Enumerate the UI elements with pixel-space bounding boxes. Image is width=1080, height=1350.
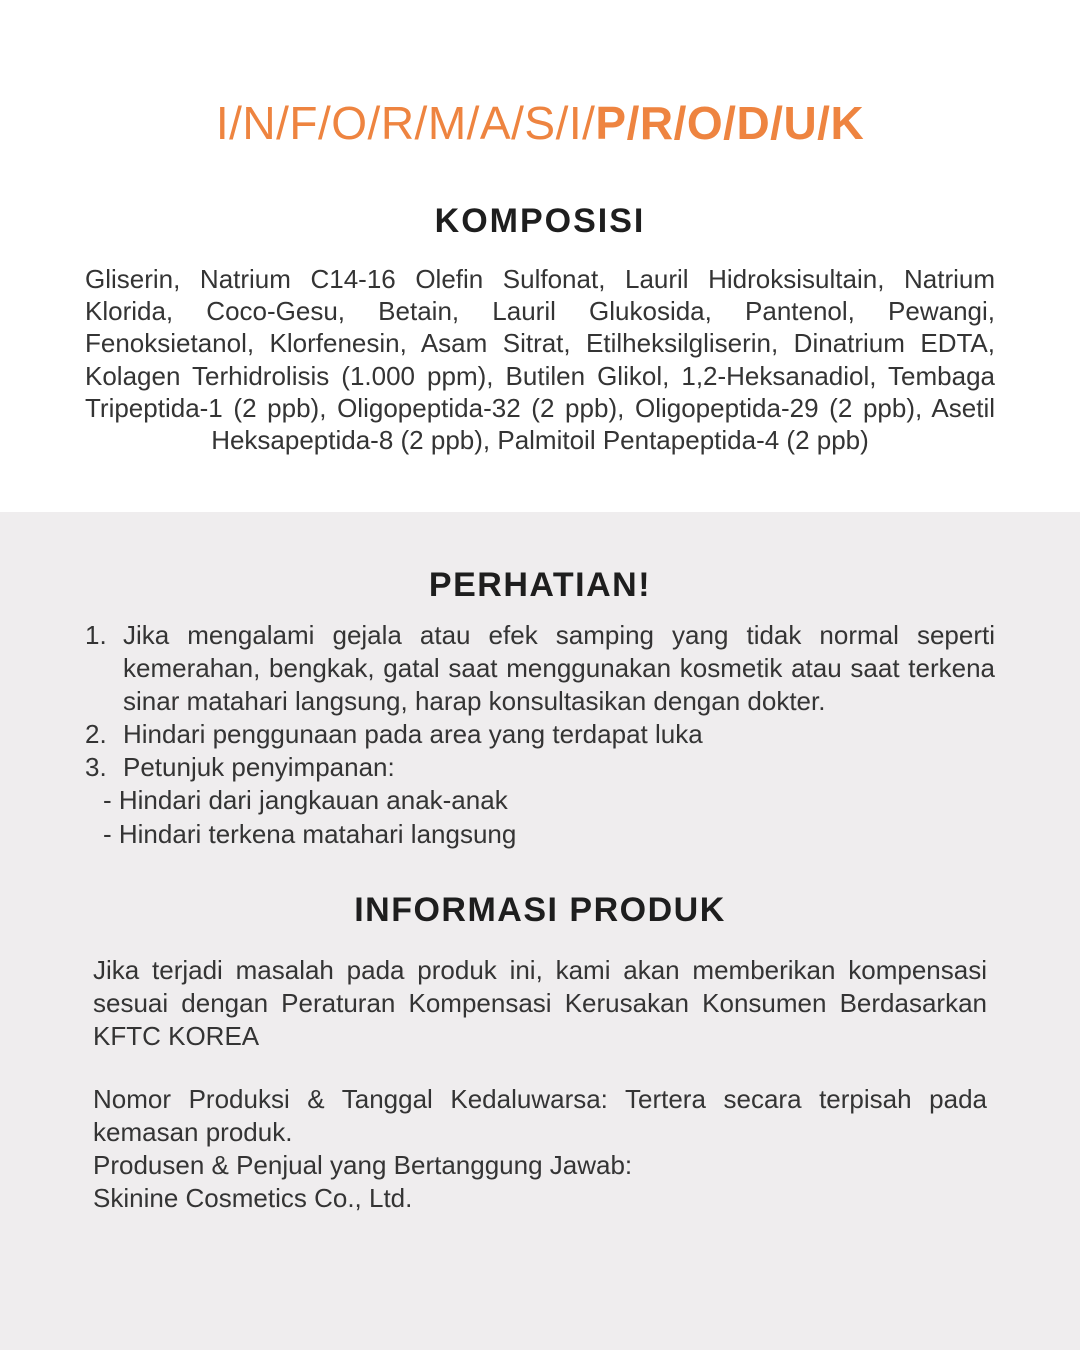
komposisi-heading: KOMPOSISI bbox=[434, 202, 646, 240]
page-title-light: I/N/F/O/R/M/A/S/I/ bbox=[215, 97, 596, 149]
compensation-paragraph: Jika terjadi masalah pada produk ini, kami akan memberikan kompensasi sesuai dengan Peraturan Kompensasi Kerusakan Konsumen Berdasarkan KFTC KOREA bbox=[93, 954, 987, 1051]
page-title-bold: P/R/O/D/U/K bbox=[595, 97, 865, 149]
list-item-text: Hindari penggunaan pada area yang terdapat luka bbox=[123, 719, 703, 750]
list-item bbox=[85, 751, 995, 784]
page-title bbox=[85, 96, 995, 150]
production-number-line: Nomor Produksi & Tanggal Kedaluwarsa: Tertera secara terpisah pada kemasan produk. bbox=[93, 1083, 987, 1147]
perhatian-informasi-section bbox=[0, 512, 1080, 1350]
list-item-text: Petunjuk penyimpanan: bbox=[123, 752, 395, 783]
komposisi-section bbox=[0, 0, 1080, 456]
ingredients-paragraph: Gliserin, Natrium C14-16 Olefin Sulfonat, Lauril Hidroksisultain, Natrium Klorida, Coco-Gesu, Betain, Lauril Glukosida, Pantenol, Pewangi, Fenoksietanol, Klorfenesin, Asam Sitrat, Etilheksilgliserin, Dinatrium EDTA, Kolagen Terhidrolisis (1.000 ppm), Butilen Glikol, 1,2-Heksanadiol, Tembaga Tripeptida-1 (2 ppb), Oligopeptida-32 (2 ppb), Oligopeptida-29 (2 ppb), Asetil Heksapeptida-8 (2 ppb), Palmitoil Pentapeptida-4 (2 ppb) bbox=[85, 264, 995, 456]
perhatian-heading: PERHATIAN! bbox=[428, 566, 652, 605]
manufacturer-block bbox=[85, 1083, 995, 1215]
list-item bbox=[85, 718, 995, 751]
producer-label-line: Produsen & Penjual yang Bertanggung Jawab: bbox=[93, 1149, 633, 1180]
company-name-line: Skinine Cosmetics Co., Ltd. bbox=[93, 1182, 413, 1213]
list-item-text: Jika mengalami gejala atau efek samping yang tidak normal seperti kemerahan, bengkak, gatal saat menggunakan kosmetik atau saat terkena sinar matahari langsung, harap konsultasikan dengan dokter. bbox=[123, 620, 995, 717]
informasi-produk-heading: INFORMASI PRODUK bbox=[354, 890, 726, 929]
list-item-number: 2. bbox=[85, 719, 107, 750]
list-subitem: - Hindari dari jangkauan anak-anak bbox=[103, 785, 508, 816]
list-item-number: 3. bbox=[85, 752, 107, 783]
caution-list bbox=[85, 619, 995, 850]
list-item-number: 1. bbox=[85, 620, 107, 651]
list-subitem: - Hindari terkena matahari langsung bbox=[103, 818, 517, 849]
list-item bbox=[85, 619, 995, 718]
